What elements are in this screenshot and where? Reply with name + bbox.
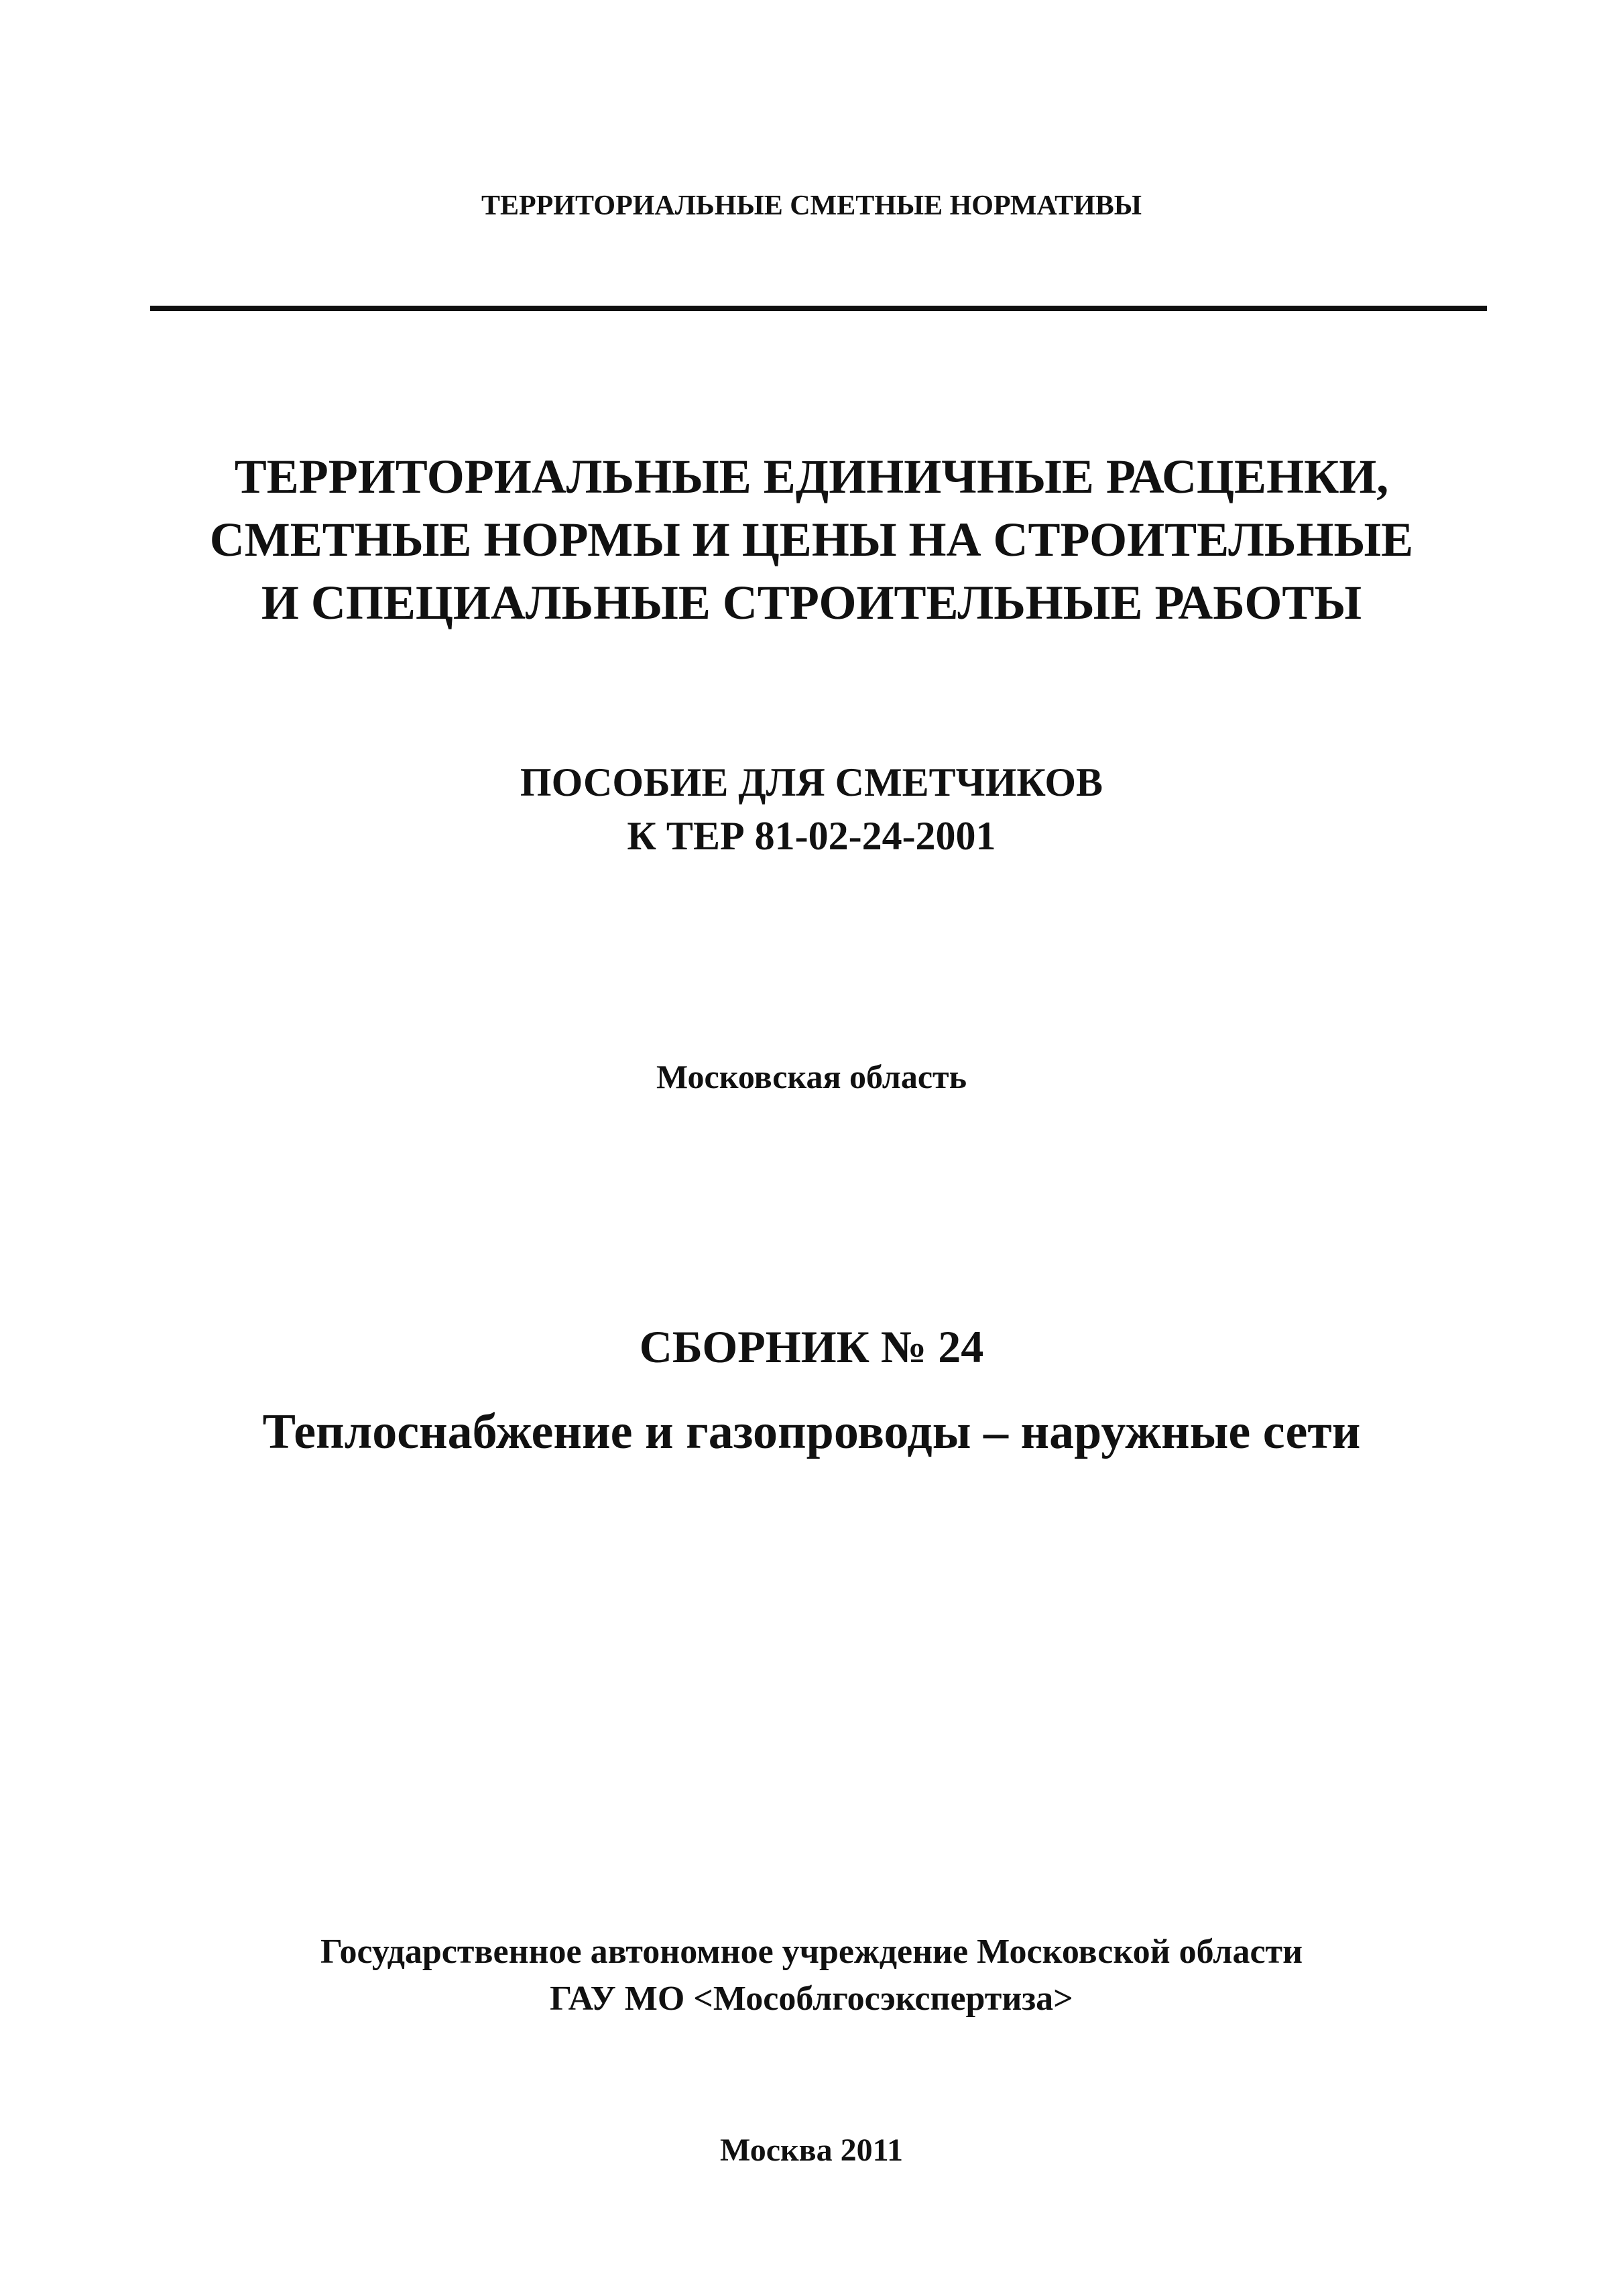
main-title-line-2: СМЕТНЫЕ НОРМЫ И ЦЕНЫ НА СТРОИТЕЛЬНЫЕ	[209, 513, 1414, 566]
manual-title	[0, 756, 1623, 863]
publisher-line-2: ГАУ МО <Мособлгосэкспертиза>	[550, 1980, 1073, 2018]
manual-title-line-2: К ТЕР 81-02-24-2001	[627, 814, 996, 858]
collection-subject: Теплоснабжение и газопроводы – наружные сети	[262, 1404, 1361, 1459]
region: Московская область	[656, 1058, 967, 1095]
manual-title-line-1: ПОСОБИЕ ДЛЯ СМЕТЧИКОВ	[520, 760, 1103, 804]
main-title-line-1: ТЕРРИТОРИАЛЬНЫЕ ЕДИНИЧНЫЕ РАСЦЕНКИ,	[234, 450, 1389, 503]
collection-number: СБОРНИК № 24	[639, 1321, 984, 1372]
main-title	[0, 445, 1623, 634]
header-rule	[150, 306, 1487, 311]
publisher-line-1: Государственное автономное учреждение Московской области	[320, 1933, 1303, 1971]
main-title-line-3: И СПЕЦИАЛЬНЫЕ СТРОИТЕЛЬНЫЕ РАБОТЫ	[261, 576, 1362, 629]
series-header: ТЕРРИТОРИАЛЬНЫЕ СМЕТНЫЕ НОРМАТИВЫ	[481, 190, 1142, 221]
publisher	[0, 1929, 1623, 2022]
city-year: Москва 2011	[720, 2132, 903, 2168]
